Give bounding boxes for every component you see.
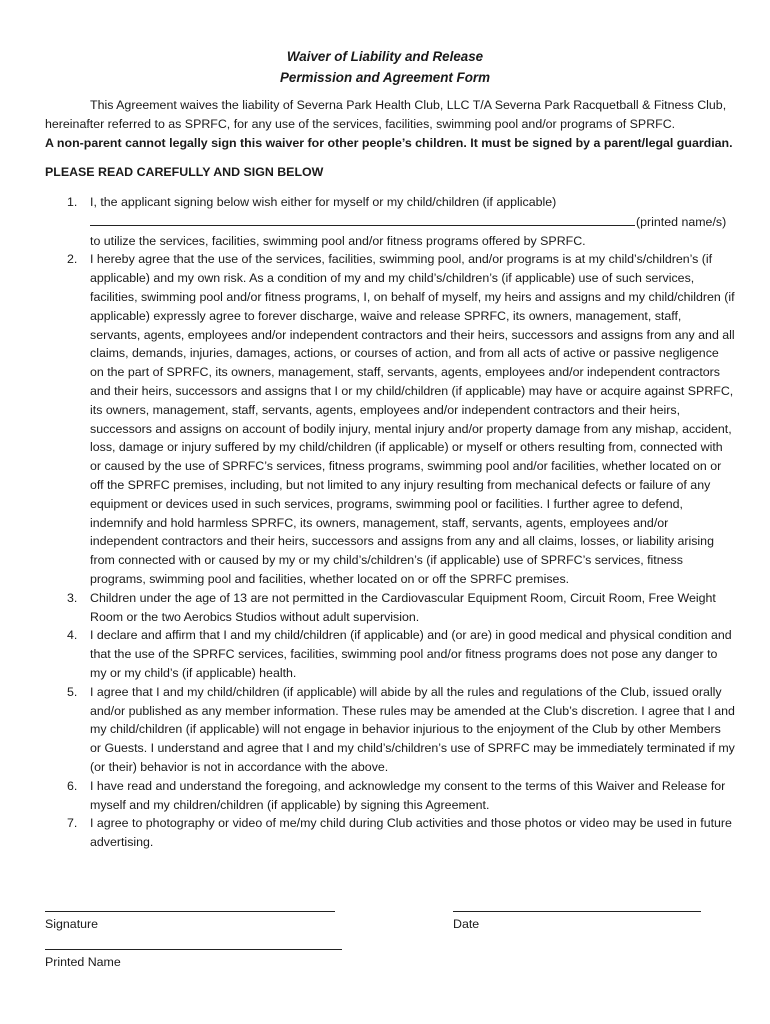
printed-name-label: Printed Name	[45, 955, 121, 969]
item-number: 1.	[67, 195, 78, 209]
intro-text: This Agreement waives the liability of Severna Park Health Club, LLC T/A Severna Park Racquetball & Fitness Club, hereinafter referred to as SPRFC, for any use of the services, facilities, swimming pool and/or programs of SPRFC.	[45, 98, 727, 131]
list-item	[45, 777, 735, 815]
item-text: I hereby agree that the use of the services, facilities, swimming pool, and/or programs is at my child’s/children’s (if applicable) and my own risk. As a condition of my and my child’s/children’s (if applicable) use of such services, facilities, swimming pool and/or fitness programs, I, on behalf of myself, my heirs and assigns and my child/children (if applicable) expressly agree to forever discharge, waive and release SPRFC, its owners, management, staff, servants, agents, employees and/or independent contractors and their heirs, successors and assigns from any and all claims, demands, injuries, damages, actions, or courses of action, and from all acts of active or passive negligence on the part of SPRFC, its owners, management, staff, servants, agents, employees and/or independent contractors and their heirs, successors and assigns that I or my child/children (if applicable) may have or acquire against SPRFC, its owners, management, staff, servants, agents, employees and/or independent contractors and their heirs, successors and assigns on account of bodily injury, mental injury and/or property damage from any mishap, accident, loss, damage or injury suffered by my child/children (if applicable) or myself or others resulting from, connected with or caused by the use of SPRFC’s services, fitness programs, swimming pool and/or facilities, whether located on or off the SPRFC premises, including, but not limited to any injury resulting from mechanical defects or failure of any equipment or devices used in such services, programs, swimming pool or facilities. I further agree to defend, indemnify and hold harmless SPRFC, its owners, management, staff, servants, agents, employees and/or independent contractors and their heirs, successors and assigns from any and all claims, losses, or liability arising from connected with or caused by my or my child’s/children’s (if applicable) use of SPRFC’s services, fitness programs, swimming pool and facilities, whether located on or off the SPRFC premises.	[90, 252, 735, 586]
item-text: I declare and affirm that I and my child/children (if applicable) and (or are) in good medical and physical condition and that the use of the SPRFC services, facilities, swimming pool and/or fitness programs does not pose any danger to my or my child’s (if applicable) health.	[90, 628, 732, 680]
item-text-b: (printed name/s) to utilize the services, facilities, swimming pool and/or fitness programs offered by SPRFC.	[90, 214, 727, 248]
list-item	[45, 589, 735, 627]
item-text: Children under the age of 13 are not permitted in the Cardiovascular Equipment Room, Circuit Room, Free Weight Room or the two Aerobics Studios without adult supervision.	[90, 590, 716, 624]
item-number: 6.	[67, 778, 78, 793]
item-text: I agree that I and my child/children (if applicable) will abide by all the rules and regulations of the Club, issued orally and/or published as any member information. These rules may be amended at the Club’s discretion. I agree that I and my child/children (if applicable) will not engage in behavior injurious to the enjoyment of the Club by other Members or Guests. I understand and agree that I and my child’s/children’s use of SPRFC may be immediately terminated if my (or their) behavior is not in accordance with the above.	[90, 684, 735, 774]
item-number: 7.	[67, 816, 78, 831]
item-text: I agree to photography or video of me/my child during Club activities and those photos or video may be used in future advertising.	[90, 816, 732, 850]
printed-names-blank[interactable]	[90, 212, 635, 226]
title-line-2: Permission and Agreement Form	[279, 70, 491, 85]
title-line-1: Waiver of Liability and Release	[286, 49, 484, 64]
list-item	[45, 683, 735, 777]
list-item	[45, 250, 735, 588]
list-item	[45, 814, 735, 852]
item-number: 5.	[67, 684, 78, 699]
list-item	[45, 193, 735, 250]
form-title	[0, 46, 770, 88]
terms-list	[45, 193, 735, 852]
section-heading: PLEASE READ CAREFULLY AND SIGN BELOW	[45, 165, 324, 179]
item-number: 3.	[67, 590, 78, 605]
printed-name-line[interactable]	[45, 949, 342, 950]
list-item	[45, 626, 735, 682]
date-line[interactable]	[453, 911, 701, 912]
item-number: 4.	[67, 628, 78, 643]
date-label: Date	[453, 917, 480, 931]
item-text-b-wrap	[90, 212, 735, 251]
signature-label: Signature	[45, 917, 99, 931]
item-text: I have read and understand the foregoing, and acknowledge my consent to the terms of this Waiver and Release for myself and my children/children (if applicable) by signing this Agreement.	[90, 778, 726, 812]
intro-bold-notice: A non-parent cannot legally sign this waiver for other people’s children. It must be signed by a parent/legal guardian.	[45, 135, 733, 150]
signature-line[interactable]	[45, 911, 335, 912]
item-number: 2.	[67, 252, 78, 267]
intro-paragraph	[45, 96, 735, 152]
item-text-a: I, the applicant signing below wish either for myself or my child/children (if applicable)	[90, 195, 557, 209]
